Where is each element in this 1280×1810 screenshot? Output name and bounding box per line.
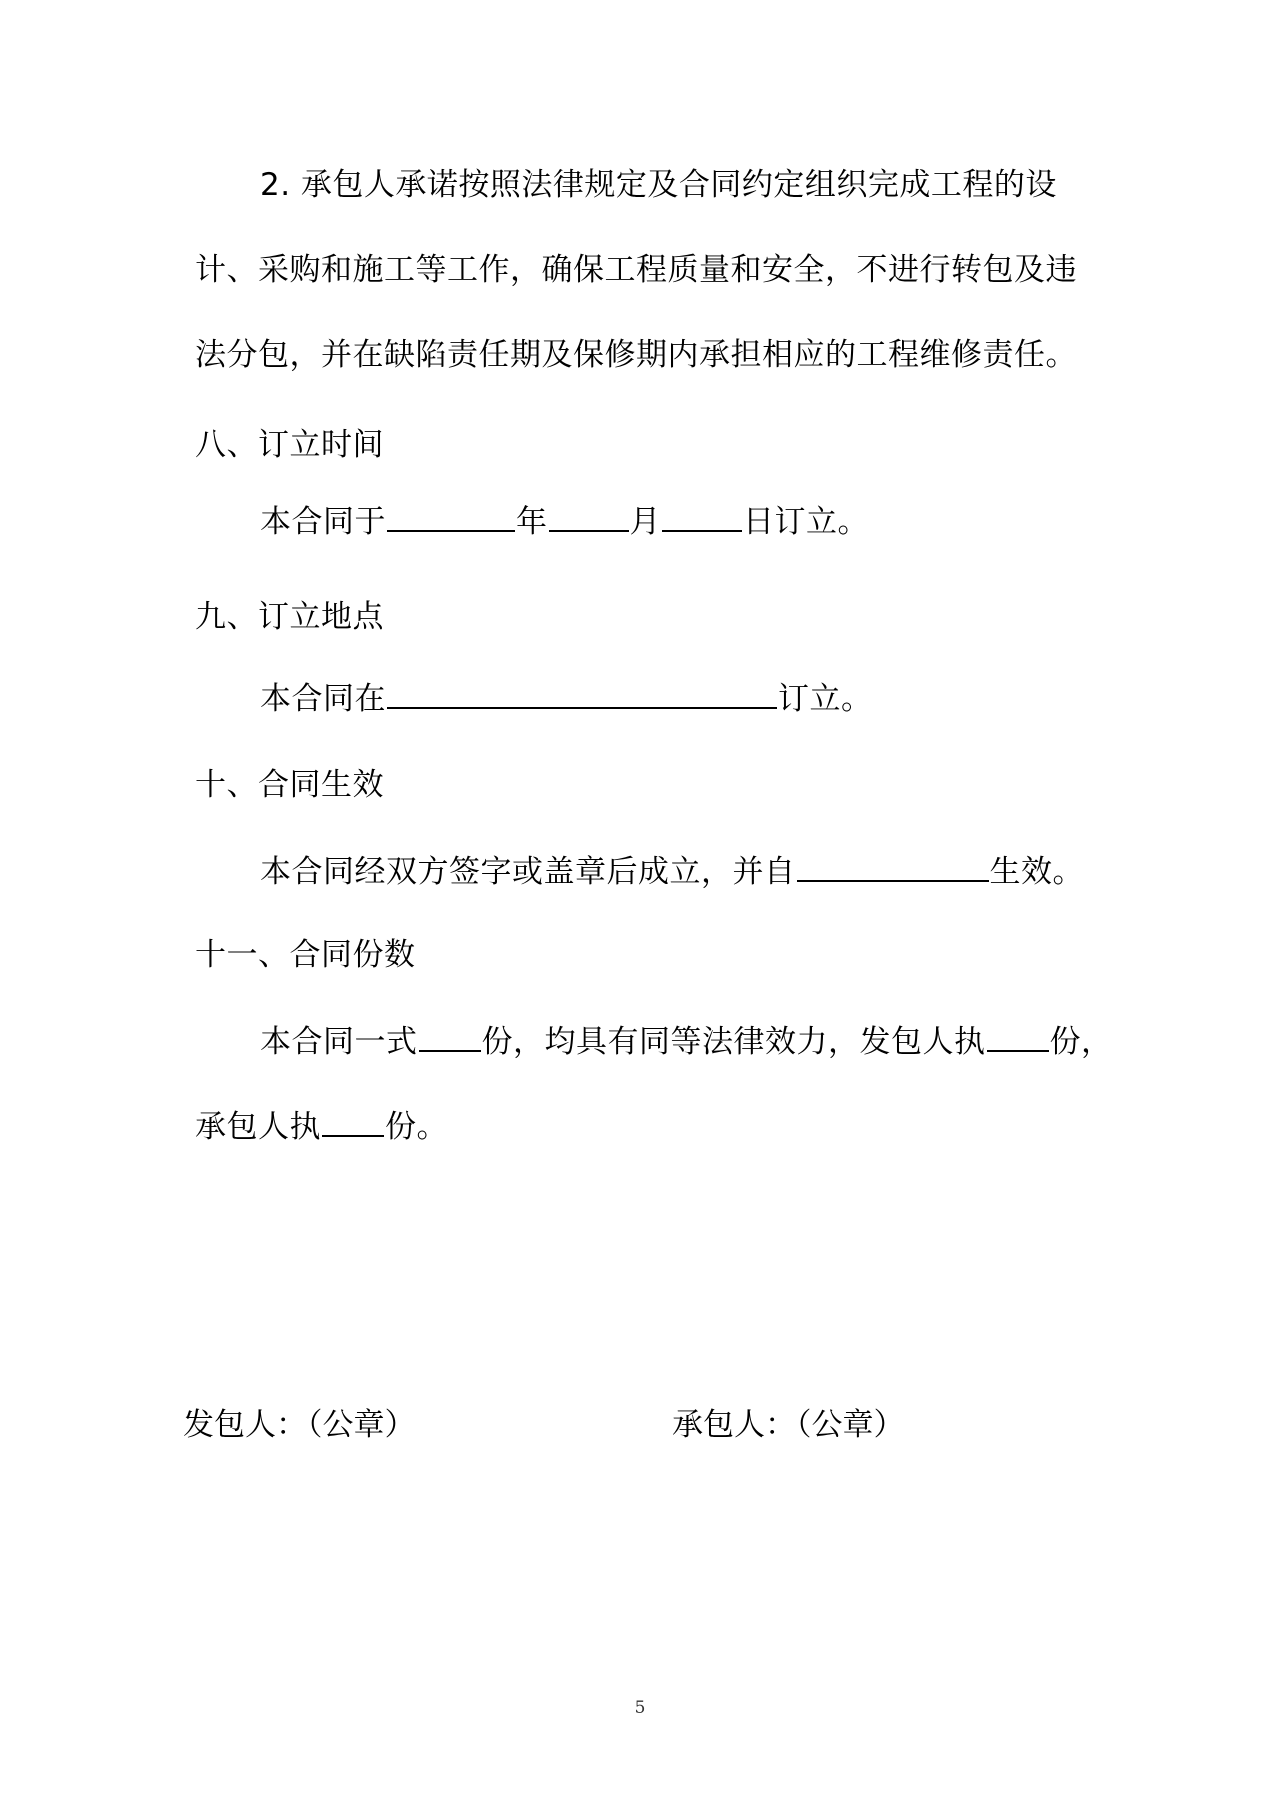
month-label: 月 [629, 504, 661, 540]
month-blank-field[interactable] [549, 500, 629, 532]
place-blank-field[interactable] [387, 677, 777, 709]
clause-7-2-line-1: 2. 承包人承诺按照法律规定及合同约定组织完成工程的设 [260, 167, 1057, 203]
page-number: 5 [634, 1698, 646, 1718]
section-10-heading: 十、合同生效 [195, 767, 384, 803]
signing-date-prefix: 本合同于 [260, 504, 386, 540]
copies-text-4: 承包人执 [195, 1109, 321, 1145]
copies-line-1 [260, 1020, 1160, 1060]
year-blank-field[interactable] [387, 500, 515, 532]
clause-7-2-line-3: 法分包，并在缺陷责任期及保修期内承担相应的工程维修责任。 [195, 337, 1077, 373]
contractor-copies-blank-field[interactable] [322, 1105, 384, 1137]
effectiveness-line [260, 850, 1160, 890]
signing-date-suffix: 日订立。 [743, 504, 869, 540]
contractor-signature: 承包人：（公章） [672, 1407, 905, 1443]
copies-text-5: 份。 [385, 1109, 448, 1145]
signing-place-line [260, 677, 1160, 717]
total-copies-blank-field[interactable] [419, 1020, 481, 1052]
signing-place-suffix: 订立。 [778, 681, 873, 717]
signing-date-line [260, 500, 1160, 540]
copies-text-1: 本合同一式 [260, 1024, 418, 1060]
day-blank-field[interactable] [662, 500, 742, 532]
section-8-heading: 八、订立时间 [195, 427, 384, 463]
effectiveness-prefix: 本合同经双方签字或盖章后成立，并自 [260, 854, 796, 890]
employer-copies-blank-field[interactable] [987, 1020, 1049, 1052]
effective-date-blank-field[interactable] [797, 850, 989, 882]
employer-signature: 发包人：（公章） [183, 1407, 416, 1443]
copies-text-3: 份， [1049, 1024, 1113, 1060]
signing-place-prefix: 本合同在 [260, 681, 386, 717]
copies-line-2 [195, 1105, 1095, 1145]
section-11-heading: 十一、合同份数 [195, 937, 416, 973]
effectiveness-suffix: 生效。 [989, 854, 1084, 890]
section-9-heading: 九、订立地点 [195, 599, 384, 635]
copies-text-2: 份，均具有同等法律效力，发包人执 [481, 1024, 986, 1060]
year-label: 年 [516, 504, 548, 540]
clause-7-2-line-2: 计、采购和施工等工作，确保工程质量和安全，不进行转包及违 [195, 252, 1077, 288]
